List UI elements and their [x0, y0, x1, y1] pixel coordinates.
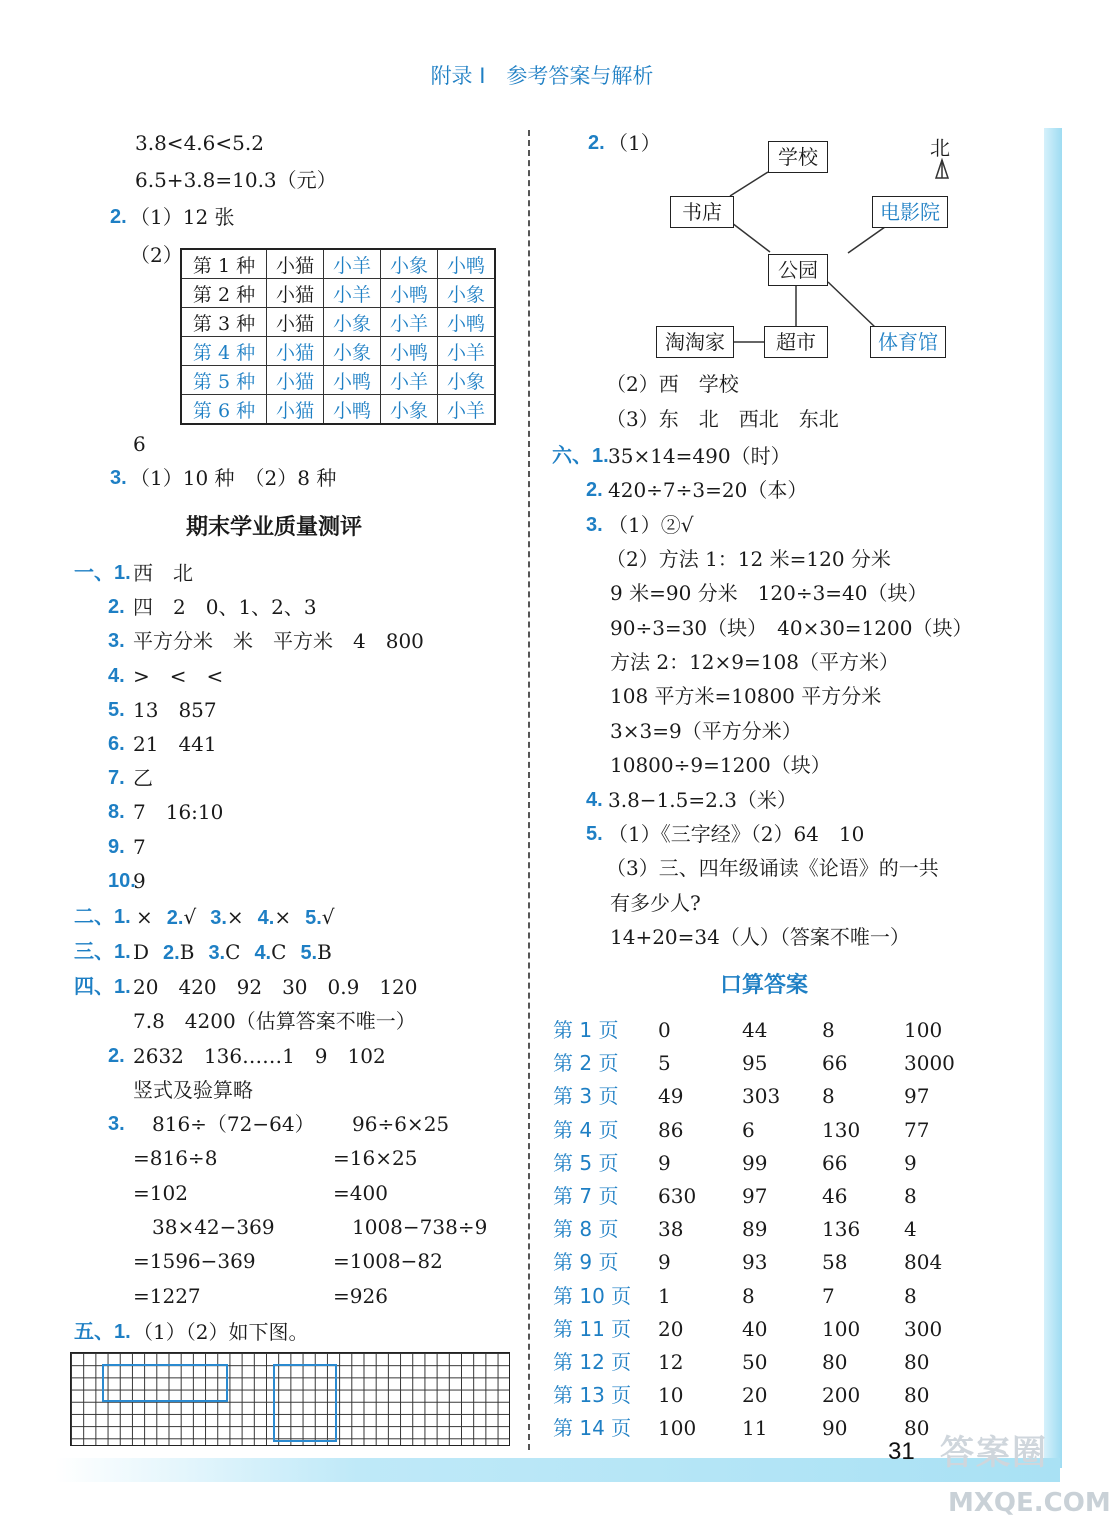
- oral-value: 49: [658, 1084, 684, 1109]
- calc-right: 1008−738÷9: [352, 1214, 488, 1239]
- item-answer: C: [271, 940, 287, 964]
- table-cell: 第 1 种: [181, 249, 267, 279]
- table-cell: 小羊: [438, 337, 496, 366]
- oral-value: 100: [658, 1416, 697, 1441]
- item-answer: 西 北: [133, 561, 193, 585]
- calc-right: =1008−82: [333, 1249, 443, 1274]
- oral-value: 5: [658, 1051, 671, 1076]
- map-gym: 体育馆: [870, 326, 946, 358]
- item-answer: √: [321, 905, 335, 929]
- oral-value: 38: [658, 1217, 684, 1242]
- table-cell: 小猫: [267, 279, 324, 308]
- item-answer: ×: [274, 905, 292, 929]
- table-cell: 小猫: [267, 395, 324, 425]
- table-cell: 小鸭: [438, 249, 496, 279]
- oral-page-label: 第 13 页: [553, 1383, 632, 1408]
- page-header: 附录 I 参考答案与解析: [430, 64, 654, 88]
- table-cell: 小鸭: [438, 308, 496, 337]
- oral-value: 300: [904, 1316, 943, 1341]
- calc-left: =102: [133, 1180, 188, 1205]
- oral-value: 4: [904, 1217, 917, 1242]
- oral-value: 80: [904, 1383, 930, 1408]
- calc-left: 816÷（72−64）: [152, 1112, 315, 1136]
- table-cell: 小象: [324, 308, 381, 337]
- item-answer: 13 857: [133, 697, 217, 722]
- item-answer: D: [133, 940, 150, 964]
- oral-value: 90: [822, 1416, 848, 1441]
- oral-value: 130: [822, 1117, 861, 1142]
- solution-line: 3×3=9（平方分米）: [610, 718, 802, 743]
- table-row: [181, 366, 495, 395]
- item-answer: ×: [136, 905, 153, 929]
- item-number: 3.: [210, 907, 227, 929]
- oral-value: 99: [742, 1150, 768, 1175]
- solution-line: 90÷3=30（块） 40×30=1200（块）: [610, 615, 973, 640]
- item-answer: （1）②√: [608, 512, 694, 537]
- oral-page-label: 第 12 页: [553, 1350, 632, 1374]
- table-cell: 小羊: [324, 249, 381, 279]
- table-row: [181, 279, 495, 308]
- oral-value: 86: [658, 1117, 684, 1142]
- s6-4-number: 4.: [586, 789, 603, 811]
- column-divider: [528, 130, 530, 1450]
- item-number: 2.: [163, 942, 180, 964]
- table-cell: 小猫: [267, 337, 324, 366]
- item-number: 5.: [300, 942, 318, 964]
- oral-value: 303: [742, 1084, 781, 1109]
- oral-value: 80: [904, 1350, 930, 1374]
- watermark-url: MXQE.COM: [948, 1488, 1111, 1518]
- item-number: 10.: [108, 869, 136, 892]
- oral-value: 77: [904, 1117, 930, 1142]
- left-line-2: 6.5+3.8=10.3（元）: [135, 168, 337, 192]
- item-number: 5.: [108, 698, 125, 721]
- square-figure: [273, 1364, 337, 1442]
- oral-value: 630: [658, 1184, 697, 1208]
- item-number: 9.: [108, 835, 125, 858]
- item-number: 2.: [108, 596, 125, 619]
- item-number: 4.: [257, 907, 275, 929]
- calc-right: =16×25: [333, 1146, 418, 1171]
- item-number: 3.: [208, 942, 226, 964]
- table-cell: 小羊: [438, 395, 496, 425]
- table-cell: 小羊: [381, 366, 438, 395]
- item-answer: 乙: [133, 766, 153, 791]
- q2-part2: （2）: [130, 243, 183, 267]
- table-row: [181, 337, 495, 366]
- oral-value: 7: [822, 1283, 835, 1308]
- oral-value: 100: [822, 1316, 861, 1341]
- oral-value: 6: [742, 1117, 755, 1142]
- oral-page-label: 第 9 页: [553, 1250, 619, 1275]
- table-cell: 小羊: [381, 308, 438, 337]
- r-q2-part3: （3）东 北 西北 东北: [606, 407, 839, 431]
- table-cell: 第 4 种: [181, 337, 267, 366]
- table-cell: 小象: [381, 395, 438, 425]
- item-answer: 平方分米 米 平方米 4 800: [133, 629, 424, 654]
- north-arrow-icon: [936, 160, 948, 178]
- item-number: 5.: [305, 907, 322, 929]
- item-number: 2.: [586, 479, 603, 502]
- table-row: [181, 395, 495, 425]
- solution-line: 有多少人?: [610, 890, 701, 915]
- item-number: 一、1.: [74, 562, 131, 584]
- solution-line: 108 平方米=10800 平方分米: [610, 684, 882, 709]
- left-line-1: 3.8<4.6<5.2: [135, 131, 264, 155]
- oral-value: 20: [742, 1383, 768, 1408]
- map-bookstore: 书店: [670, 196, 734, 228]
- item-number: 7.: [108, 767, 125, 790]
- table-cell: 小象: [438, 366, 496, 395]
- oral-value: 58: [822, 1250, 848, 1275]
- map-park: 公园: [768, 254, 828, 286]
- item-answer: 21 441: [133, 732, 217, 756]
- table-cell: 小羊: [324, 279, 381, 308]
- r-q2-number: 2.: [588, 132, 605, 154]
- item-answer: 7: [133, 834, 146, 859]
- watermark-logo: 答案圈: [940, 1433, 1048, 1473]
- solution-line: 方法 2：12×9=108（平方米）: [610, 649, 899, 674]
- oral-value: 50: [742, 1350, 768, 1374]
- table-cell: 第 3 种: [181, 308, 267, 337]
- page-number: 31: [888, 1438, 915, 1465]
- solution-line: （1）《三字经》（2）64 10: [608, 822, 865, 846]
- oral-page-label: 第 5 页: [553, 1150, 619, 1175]
- calc-right: =400: [333, 1180, 388, 1205]
- table-cell: 小鸭: [381, 279, 438, 308]
- decorative-side-band: [1044, 128, 1062, 1468]
- s6-5-number: 5.: [586, 823, 603, 845]
- solution-line: （3）三、四年级诵读《论语》的一共: [606, 856, 939, 881]
- oral-value: 44: [742, 1018, 768, 1042]
- s2-answers: [136, 905, 335, 930]
- oral-value: 11: [742, 1416, 768, 1441]
- table-cell: 第 6 种: [181, 395, 267, 425]
- oral-page-label: 第 11 页: [553, 1316, 632, 1341]
- solution-line: （2）方法 1：12 米=120 分米: [606, 547, 891, 571]
- map-taotao-home: 淘淘家: [656, 326, 734, 358]
- oral-page-label: 第 3 页: [553, 1084, 619, 1109]
- oral-value: 8: [822, 1018, 835, 1042]
- oral-value: 40: [742, 1316, 768, 1341]
- item-number: 8.: [108, 801, 125, 824]
- oral-value: 93: [742, 1250, 768, 1275]
- oral-value: 8: [822, 1084, 835, 1109]
- q3-number: 3.: [110, 467, 127, 489]
- item-number: 4.: [108, 664, 125, 687]
- oral-value: 66: [822, 1150, 848, 1175]
- oral-value: 89: [742, 1217, 768, 1242]
- s4-2-number: 2.: [108, 1045, 125, 1067]
- s2-number: 二、1.: [74, 906, 131, 928]
- oral-value: 8: [904, 1283, 917, 1308]
- table-cell: 第 5 种: [181, 366, 267, 395]
- table-cell: 小鸭: [324, 366, 381, 395]
- s3-number: 三、1.: [74, 941, 131, 963]
- solution-line: 10800÷9=1200（块）: [610, 752, 831, 777]
- table-cell: 小鸭: [324, 395, 381, 425]
- oral-value: 8: [742, 1283, 755, 1308]
- item-answer: 420÷7÷3=20（本）: [608, 478, 808, 503]
- map-school: 学校: [768, 141, 828, 173]
- table-cell: 小象: [438, 279, 496, 308]
- oral-value: 80: [822, 1350, 848, 1374]
- oral-value: 80: [904, 1416, 930, 1441]
- oral-value: 9: [658, 1250, 671, 1275]
- arrangement-table: [180, 248, 496, 425]
- item-answer: B: [179, 940, 195, 964]
- section-title: 期末学业质量测评: [186, 515, 363, 540]
- rectangle-figure: [102, 1364, 228, 1402]
- oral-title: 口算答案: [720, 973, 809, 998]
- table-cell: 小象: [324, 337, 381, 366]
- item-answer: > < <: [133, 663, 224, 688]
- item-answer: C: [225, 940, 241, 964]
- oral-page-label: 第 1 页: [553, 1018, 619, 1042]
- item-answer: 7 16:10: [133, 800, 224, 825]
- calc-left: =816÷8: [133, 1146, 218, 1171]
- oral-value: 1: [658, 1283, 671, 1308]
- oral-value: 10: [658, 1383, 684, 1408]
- oral-value: 8: [904, 1184, 917, 1208]
- item-answer: 35×14=490（时）: [608, 444, 791, 468]
- oral-value: 136: [822, 1217, 861, 1242]
- table-cell: 小象: [381, 249, 438, 279]
- s4-1b: 7.8 4200（估算答案不唯一）: [133, 1009, 416, 1033]
- table-cell: 小猫: [267, 366, 324, 395]
- oral-value: 97: [742, 1184, 768, 1208]
- table-row: [181, 249, 495, 279]
- oral-value: 100: [904, 1018, 943, 1042]
- oral-value: 9: [904, 1150, 917, 1175]
- oral-value: 9: [658, 1150, 671, 1175]
- item-number: 4.: [254, 942, 272, 964]
- item-number: 6.: [108, 733, 125, 755]
- oral-value: 12: [658, 1350, 684, 1374]
- oral-value: 46: [822, 1184, 848, 1208]
- answer-six: 6: [133, 432, 146, 456]
- s4-2b: 竖式及验算略: [133, 1078, 253, 1102]
- north-label: 北: [930, 136, 950, 160]
- item-answer: B: [317, 940, 332, 964]
- r-q2-part1: （1）: [608, 131, 661, 155]
- r-q2-part2: （2）西 学校: [606, 372, 739, 396]
- oral-value: 3000: [904, 1051, 955, 1076]
- oral-value: 0: [658, 1018, 671, 1042]
- s5-text: （1）（2）如下图。: [133, 1320, 309, 1344]
- oral-page-label: 第 2 页: [553, 1051, 619, 1076]
- item-number: 3.: [108, 630, 125, 653]
- q2-number: 2.: [110, 206, 127, 228]
- item-number: 2.: [166, 907, 184, 929]
- solution-line: 14+20=34（人）（答案不唯一）: [610, 924, 910, 949]
- map-supermarket: 超市: [764, 326, 828, 358]
- s4-number: 四、1.: [74, 976, 131, 998]
- oral-value: 66: [822, 1051, 848, 1076]
- oral-page-label: 第 14 页: [553, 1416, 632, 1441]
- table-row: [181, 308, 495, 337]
- s4-1a: 20 420 92 30 0.9 120: [133, 975, 418, 999]
- oral-value: 95: [742, 1051, 768, 1076]
- oral-value: 804: [904, 1250, 943, 1275]
- table-cell: 小猫: [267, 249, 324, 279]
- oral-page-label: 第 7 页: [553, 1184, 619, 1208]
- s5-number: 五、1.: [74, 1321, 131, 1343]
- s6-4-text: 3.8−1.5=2.3（米）: [608, 788, 797, 812]
- item-number: 六、1.: [552, 445, 609, 467]
- item-answer: ×: [226, 905, 244, 929]
- calc-left: =1596−369: [133, 1249, 256, 1274]
- item-number: 3.: [586, 513, 603, 536]
- oral-value: 20: [658, 1316, 684, 1341]
- oral-value: 200: [822, 1383, 861, 1408]
- oral-page-label: 第 8 页: [553, 1217, 619, 1242]
- item-answer: 9: [133, 868, 146, 893]
- item-answer: √: [183, 905, 197, 929]
- item-answer: 四 2 0、1、2、3: [133, 595, 317, 620]
- oral-value: 97: [904, 1084, 930, 1109]
- solution-line: 9 米=90 分米 120÷3=40（块）: [610, 581, 928, 606]
- s4-2a: 2632 136……1 9 102: [133, 1044, 386, 1068]
- calc-left: =1227: [133, 1283, 201, 1308]
- table-cell: 第 2 种: [181, 279, 267, 308]
- q3-answer: （1）10 种 （2）8 种: [130, 466, 337, 490]
- calc-right: =926: [333, 1283, 388, 1308]
- s4-3-number: 3.: [108, 1113, 125, 1135]
- table-cell: 小猫: [267, 308, 324, 337]
- table-cell: 小鸭: [381, 337, 438, 366]
- oral-page-label: 第 4 页: [553, 1117, 619, 1142]
- map-cinema: 电影院: [872, 196, 948, 228]
- s3-answers: [133, 940, 332, 965]
- oral-page-label: 第 10 页: [553, 1283, 632, 1308]
- calc-right: 96÷6×25: [352, 1112, 450, 1136]
- calc-left: 38×42−369: [152, 1214, 275, 1239]
- q2-part1: （1）12 张: [130, 205, 235, 229]
